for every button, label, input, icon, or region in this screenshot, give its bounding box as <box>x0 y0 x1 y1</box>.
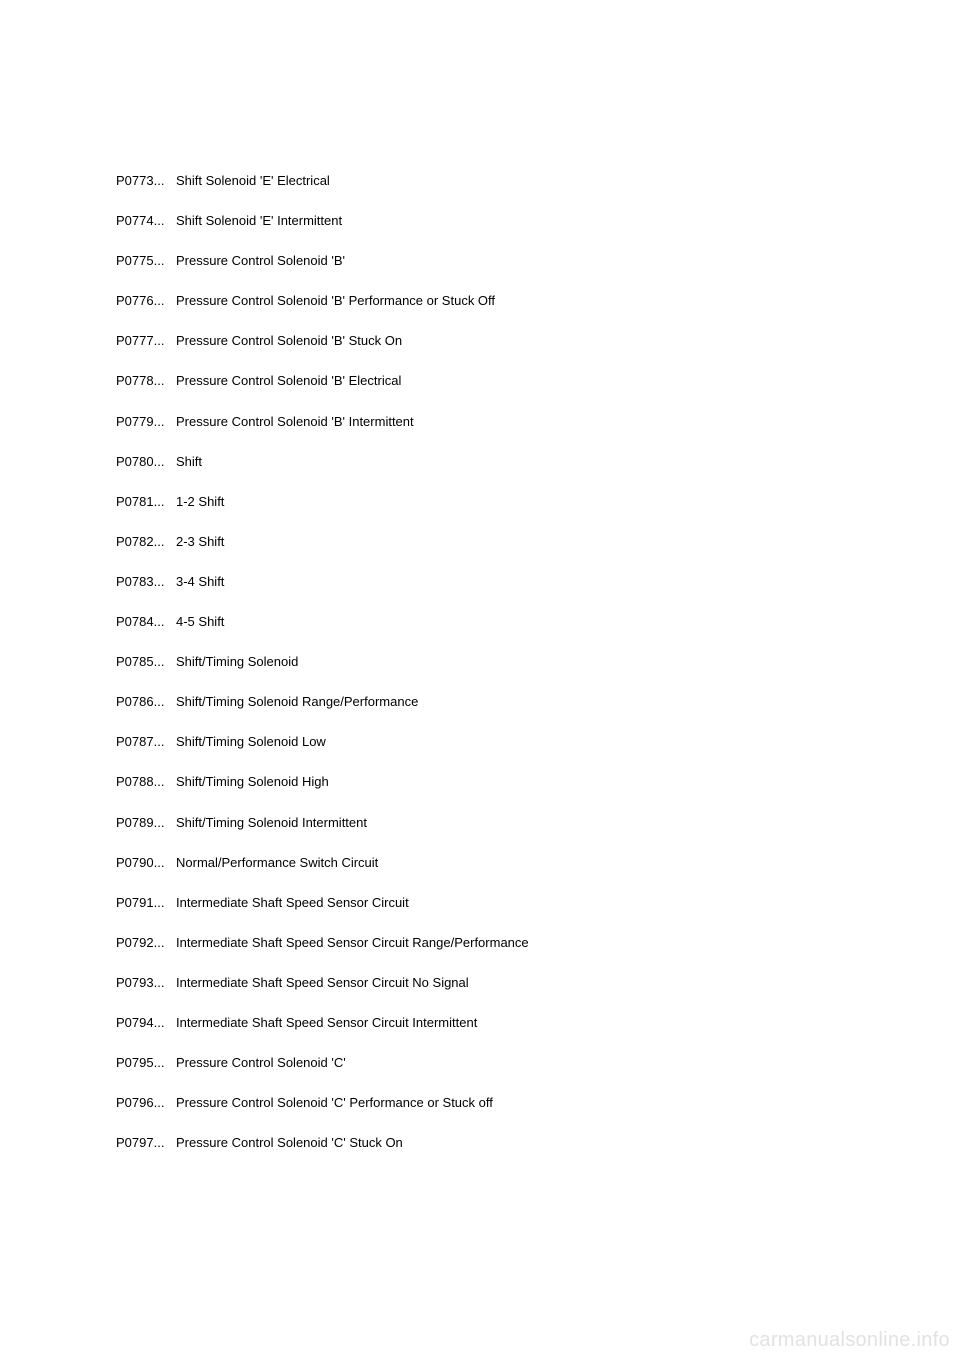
code-row <box>116 252 529 292</box>
code-row <box>116 733 529 773</box>
dtc-code: P0783... <box>116 573 165 589</box>
code-row <box>116 934 529 974</box>
dtc-code: P0796... <box>116 1095 165 1111</box>
dtc-code: P0794... <box>116 1014 165 1030</box>
dtc-code: P0780... <box>116 453 165 469</box>
dtc-description: Shift <box>176 453 203 469</box>
code-row <box>116 172 529 212</box>
dtc-description: Shift/Timing Solenoid <box>176 654 299 670</box>
dtc-code: P0784... <box>116 614 165 630</box>
dtc-description: 1-2 Shift <box>176 493 225 509</box>
code-row <box>116 613 529 653</box>
dtc-description: 4-5 Shift <box>176 614 225 630</box>
code-row <box>116 413 529 453</box>
dtc-description: Shift Solenoid 'E' Electrical <box>176 173 330 188</box>
code-row <box>116 693 529 733</box>
code-row <box>116 453 529 493</box>
dtc-code: P0788... <box>116 774 165 790</box>
code-row <box>116 493 529 533</box>
dtc-code: P0787... <box>116 734 165 750</box>
watermark: carmanualsonline.info <box>749 1329 950 1351</box>
code-row <box>116 814 529 854</box>
code-row <box>116 894 529 934</box>
dtc-description: Shift/Timing Solenoid Intermittent <box>176 814 367 830</box>
dtc-description: 2-3 Shift <box>176 533 225 549</box>
dtc-code: P0775... <box>116 253 165 269</box>
dtc-code: P0774... <box>116 213 165 229</box>
dtc-description: Pressure Control Solenoid 'B' Performance or Stuck Off <box>176 293 496 309</box>
dtc-description: Pressure Control Solenoid 'B' Stuck On <box>176 333 403 349</box>
dtc-code: P0797... <box>116 1135 165 1151</box>
code-row <box>116 1054 529 1094</box>
dtc-code: P0786... <box>116 694 165 710</box>
code-row <box>116 332 529 372</box>
dtc-code: P0778... <box>116 373 165 389</box>
dtc-description: Intermediate Shaft Speed Sensor Circuit No Signal <box>176 974 469 990</box>
dtc-description: Pressure Control Solenoid 'C' <box>176 1055 346 1071</box>
dtc-description: Pressure Control Solenoid 'B' Intermittent <box>176 413 414 429</box>
dtc-code: P0781... <box>116 493 165 509</box>
dtc-description: 3-4 Shift <box>176 573 225 589</box>
dtc-description: Normal/Performance Switch Circuit <box>176 854 379 870</box>
dtc-code: P0791... <box>116 894 165 910</box>
code-row <box>116 372 529 412</box>
code-row <box>116 1014 529 1054</box>
code-row <box>116 292 529 332</box>
dtc-code: P0773... <box>116 173 165 188</box>
dtc-code: P0790... <box>116 854 165 870</box>
dtc-description: Shift/Timing Solenoid Range/Performance <box>176 694 419 710</box>
dtc-code: P0777... <box>116 333 165 349</box>
dtc-code: P0782... <box>116 533 165 549</box>
code-row <box>116 653 529 693</box>
dtc-description: Pressure Control Solenoid 'B' <box>176 253 345 269</box>
dtc-description: Pressure Control Solenoid 'B' Electrical <box>176 373 402 389</box>
dtc-code-list <box>116 172 529 1174</box>
dtc-description: Pressure Control Solenoid 'C' Performance or Stuck off <box>176 1095 493 1111</box>
dtc-description: Shift/Timing Solenoid Low <box>176 734 326 750</box>
dtc-description: Intermediate Shaft Speed Sensor Circuit <box>176 894 409 910</box>
dtc-code: P0789... <box>116 814 165 830</box>
dtc-description: Pressure Control Solenoid 'C' Stuck On <box>176 1135 403 1151</box>
code-row <box>116 533 529 573</box>
dtc-code: P0793... <box>116 974 165 990</box>
code-row <box>116 773 529 813</box>
dtc-code: P0792... <box>116 934 165 950</box>
dtc-code: P0779... <box>116 413 165 429</box>
dtc-description: Intermediate Shaft Speed Sensor Circuit Intermittent <box>176 1014 478 1030</box>
code-row <box>116 1134 529 1174</box>
dtc-code: P0795... <box>116 1055 165 1071</box>
dtc-description: Shift Solenoid 'E' Intermittent <box>176 213 343 229</box>
code-row <box>116 854 529 894</box>
code-row <box>116 1094 529 1134</box>
dtc-description: Shift/Timing Solenoid High <box>176 774 329 790</box>
dtc-description: Intermediate Shaft Speed Sensor Circuit Range/Performance <box>176 934 529 950</box>
dtc-code: P0785... <box>116 654 165 670</box>
dtc-code: P0776... <box>116 293 165 309</box>
code-row <box>116 573 529 613</box>
code-row <box>116 974 529 1014</box>
code-row <box>116 212 529 252</box>
